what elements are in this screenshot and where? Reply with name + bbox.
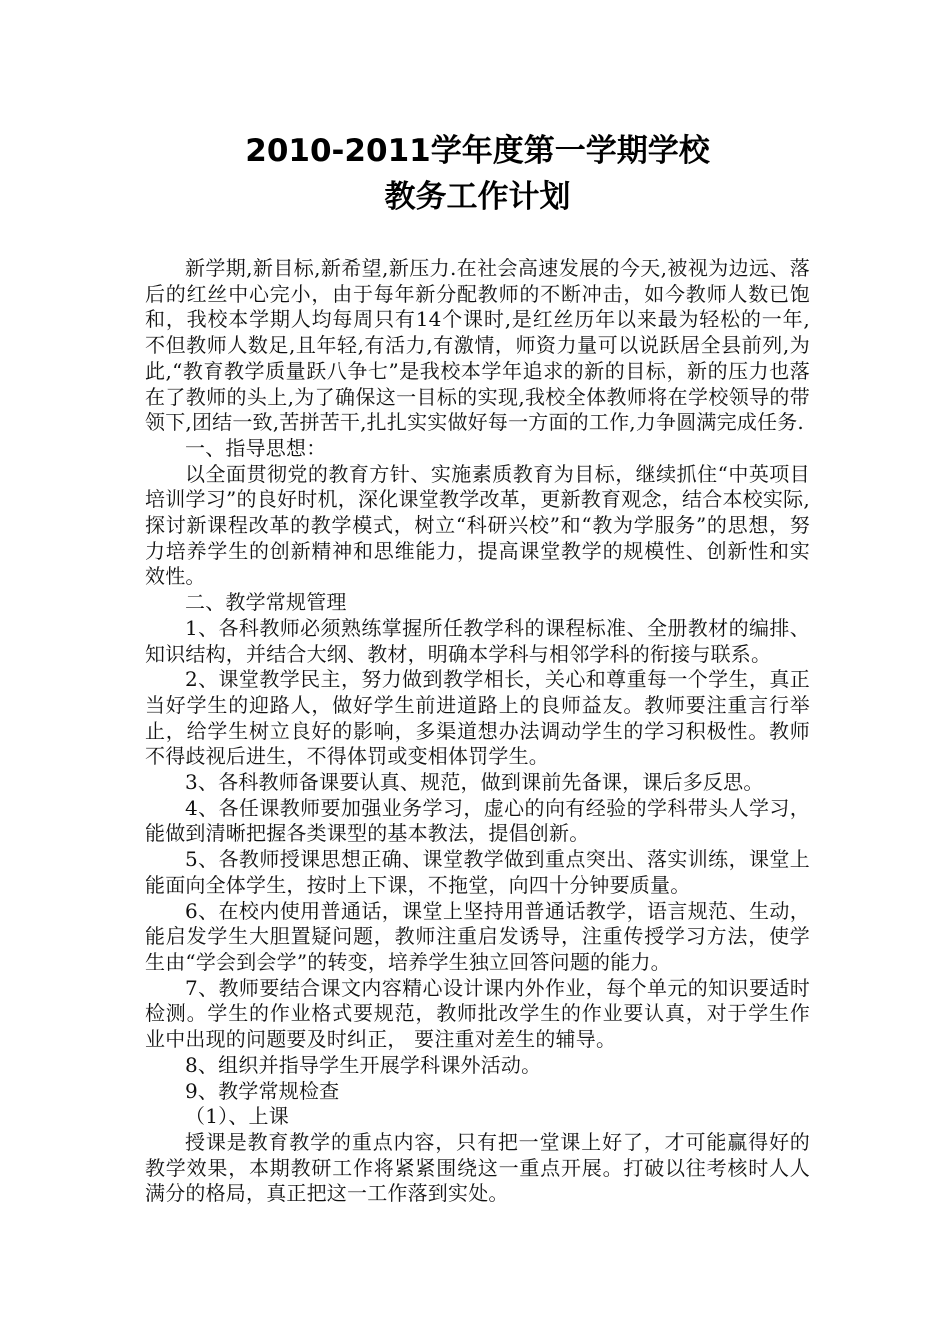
guiding-ideology-paragraph: 以全面贯彻党的教育方针、实施素质教育为目标，继续抓住“中英项目培训学习”的良好时机，深化课堂教学改革，更新教育观念，结合本校实际,探讨新课程改革的教学模式，树立“科研兴校”和“教为学服务”的思想，努力培养学生的创新精神和思维能力，提高课堂教学的规模性、创新性和实效性。 [145, 461, 810, 589]
routine-item-6: 6、在校内使用普通话，课堂上坚持用普通话教学，语言规范、生动，能启发学生大胆置疑问题，教师注重启发诱导，注重传授学习方法，使学生由“学会到会学”的转变，培养学生独立回答问题的能力。 [145, 898, 810, 974]
section-heading-teaching-routine: 二、教学常规管理 [185, 590, 347, 615]
document-body [145, 256, 810, 1207]
routine-item-9: 9、教学常规检查 [185, 1078, 340, 1103]
document-title-line2: 教务工作计划 [384, 179, 571, 215]
section-heading-guiding-ideology: 一、指导思想： [185, 435, 327, 460]
routine-item-5: 5、各教师授课思想正确、课堂教学做到重点突出、落实训练，课堂上能面向全体学生，按时上下课，不拖堂，向四十分钟要质量。 [145, 847, 810, 897]
document-page [145, 128, 810, 1207]
routine-item-7: 7、教师要结合课文内容精心设计课内外作业，每个单元的知识要适时检测。学生的作业格式要规范，教师批改学生的作业要认真，对于学生作业中出现的问题要及时纠正， 要注重对差生的辅导。 [145, 975, 810, 1052]
routine-item-3: 3、各科教师备课要认真、规范，做到课前先备课，课后多反思。 [185, 770, 764, 795]
class-paragraph: 授课是教育教学的重点内容，只有把一堂课上好了，才可能赢得好的教学效果，本期教研工作将紧紧围绕这一重点开展。打破以往考核时人人满分的格局，真正把这一工作落到实处。 [145, 1129, 810, 1206]
routine-item-1: 1、各科教师必须熟练掌握所任教学科的课程标准、全册教材的编排、知识结构，并结合大纲、教材，明确本学科与相邻学科的衔接与联系。 [145, 615, 810, 666]
title-block [145, 128, 810, 220]
document-title-line1: 2010-2011学年度第一学期学校 [245, 133, 710, 169]
routine-item-4: 4、各任课教师要加强业务学习，虚心的向有经验的学科带头人学习，能做到清晰把握各类课型的基本教法，提倡创新。 [145, 795, 810, 846]
routine-item-2: 2、课堂教学民主，努力做到教学相长，关心和尊重每一个学生，真正当好学生的迎路人，做好学生前进道路上的良师益友。教师要注重言行举止，给学生树立良好的影响，多渠道想办法调动学生的学习积极性。教师不得歧视后进生，不得体罚或变相体罚学生。 [145, 667, 810, 769]
routine-item-8: 8、组织并指导学生开展学科课外活动。 [185, 1052, 542, 1077]
intro-paragraph: 新学期,新目标,新希望,新压力.在社会高速发展的今天,被视为边远、落后的红丝中心完小，由于每年新分配教师的不断冲击，如今教师人数已饱和，我校本学期人均每周只有14个课时,是红丝历年以来最为轻松的一年,不但教师人数足,且年轻,有活力,有激情，师资力量可以说跃居全县前列,为此,“教育教学质量跃八争七”是我校本学年追求的新的目标，新的压力也落在了教师的头上,为了确保这一目标的实现,我校全体教师将在学校领导的带领下,团结一致,苦拼苦干,扎扎实实做好每一方面的工作,力争圆满完成任务. [145, 256, 810, 435]
subsection-heading-class: （1）、上课 [185, 1104, 289, 1129]
